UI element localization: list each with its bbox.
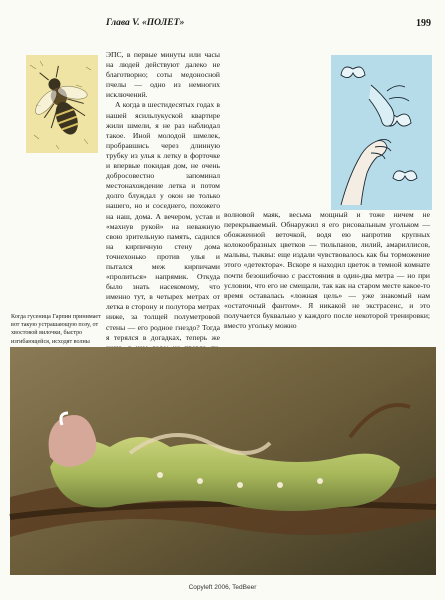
figure-caption: Когда гусеница Гарпии принимает вот такую устрашающую позу, от хвостовой вилочки, быстро изгибающейся, исходят волны (11, 314, 101, 345)
caterpillar-photo (10, 347, 436, 575)
text-column-2-top (224, 50, 327, 210)
paragraph: ЭПС, в первые минуты или часы на людей действуют далеко не благотворно; соты медоносной пчелы — одно из немногих исключений. (106, 50, 220, 100)
wasp-illustration (26, 55, 98, 153)
text-column-2 (224, 210, 430, 340)
paragraph: волновой маяк, весьма мощный и тоже ничем не перекрываемый. Обнаружил я его рисовальным угольком — обожженной веточкой, водя ею напротив крупных колокообразных цветков — тюльпанов, лилий, амариллисов, мальвы, тыквы: еще издали чувствовалось как бы торможение этого «детектора». Вскоре я находил цветок в темной комнате почти безошибочно с расстояния в один-два метра — но при условии, что его не смещали, так как на старом месте какое-то время оставалась «ложная цель» — уже знакомый нам «остаточный фантом». Я никакой не экстрасенс, и это получается буквально у каждого после некоторой тренировки; вместо угольку можно (224, 210, 430, 331)
paragraph: А когда в шестидесятых годах в нашей ясильлукуской квартире жили шмели, я не раз наблюдал такое. Иной молодой шмелек, пробравшись через длинную трубку из улья к летку в форточке и впервые покидая дом, не очень добросовестно запоминал местонахождение летка и потом долго блуждал у окон не только нашего, но и соседнего, похожего на наш, дома. А вечером, устав и «махнув рукой» на неважную свою зрительную память, садился на кирпичную стену дома точнехонько против улья и пытался меж кирпичами «пролиться» напрямик. Откуда было знать насекомому, что именно тут, в четырех метрах от летка в сторону и полутора метрах ниже, за толщей полуметровой стены — его родное гнездо? Тогда я терялся в догадках, теперь же (106, 100, 220, 342)
butterflies-hand-illustration (331, 55, 432, 210)
text-column-1 (106, 50, 220, 340)
page-header (106, 18, 431, 32)
chapter-title: Глава V. «ПОЛЕТ» (106, 18, 185, 28)
copyright-footer: Copyleft 2006, TedBeer (188, 584, 257, 591)
page-number: 199 (416, 18, 431, 29)
